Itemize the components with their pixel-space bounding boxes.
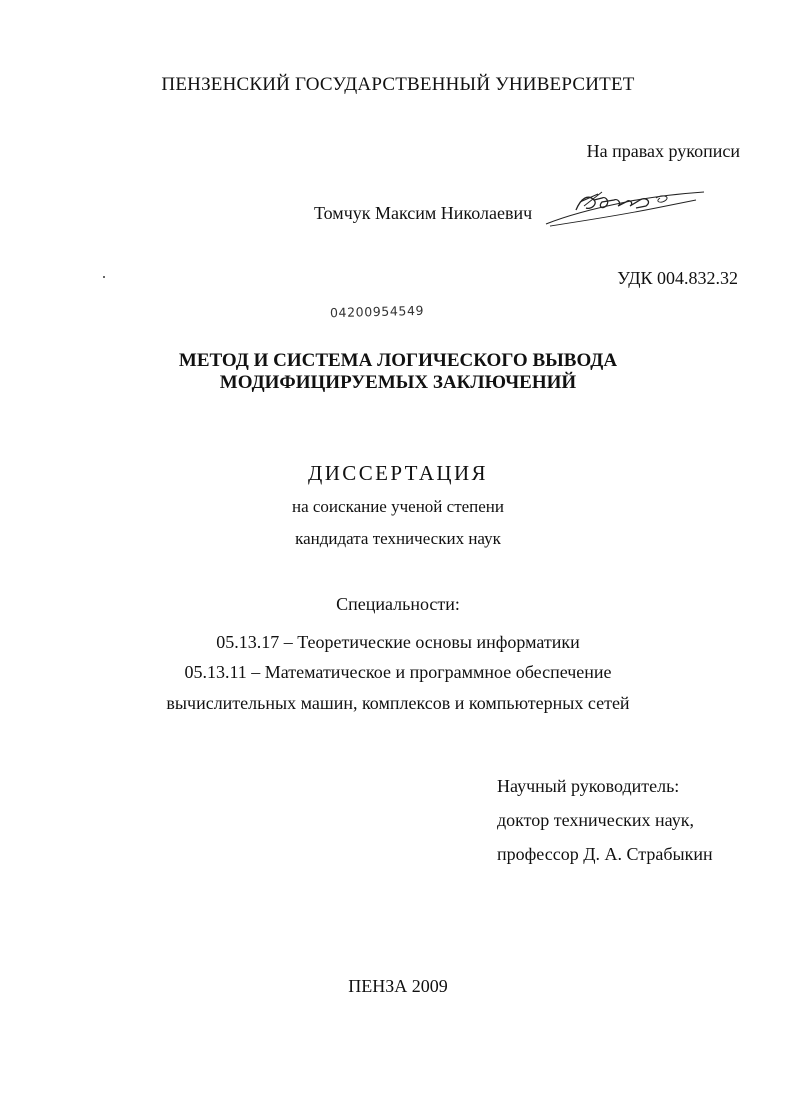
specialty-line-3: вычислительных машин, комплексов и компьютерных сетей [166, 693, 630, 713]
degree-line-1: на соискание ученой степени [291, 497, 505, 516]
title-line-2: МОДИФИЦИРУЕМЫХ ЗАКЛЮЧЕНИЙ [219, 372, 577, 393]
dissertation-title [0, 350, 796, 394]
specialties-heading: Специальности: [336, 594, 460, 614]
degree-line-2: кандидата технических наук [295, 529, 501, 548]
author-name: Томчук Максим Николаевич [314, 203, 533, 223]
specialty-line-2: 05.13.11 – Математическое и программное обеспечение [184, 662, 612, 682]
document-type-heading: ДИССЕРТАЦИЯ [308, 461, 488, 485]
signature-icon [536, 180, 716, 240]
advisor-name: профессор Д. А. Страбыкин [497, 844, 713, 864]
advisor-heading: Научный руководитель: [497, 776, 680, 796]
city-year: ПЕНЗА 2009 [348, 976, 448, 996]
scan-speck [103, 276, 105, 278]
manuscript-rights-note: На правах рукописи [586, 141, 740, 161]
stamp-number: 04200954549 [329, 302, 425, 321]
university-name: ПЕНЗЕНСКИЙ ГОСУДАРСТВЕННЫЙ УНИВЕРСИТЕТ [161, 74, 635, 95]
specialty-line-1: 05.13.17 – Теоретические основы информатики [216, 632, 580, 652]
advisor-degree: доктор технических наук, [497, 810, 694, 830]
title-line-1: МЕТОД И СИСТЕМА ЛОГИЧЕСКОГО ВЫВОДА [178, 350, 618, 371]
udc-code: УДК 004.832.32 [617, 268, 738, 288]
